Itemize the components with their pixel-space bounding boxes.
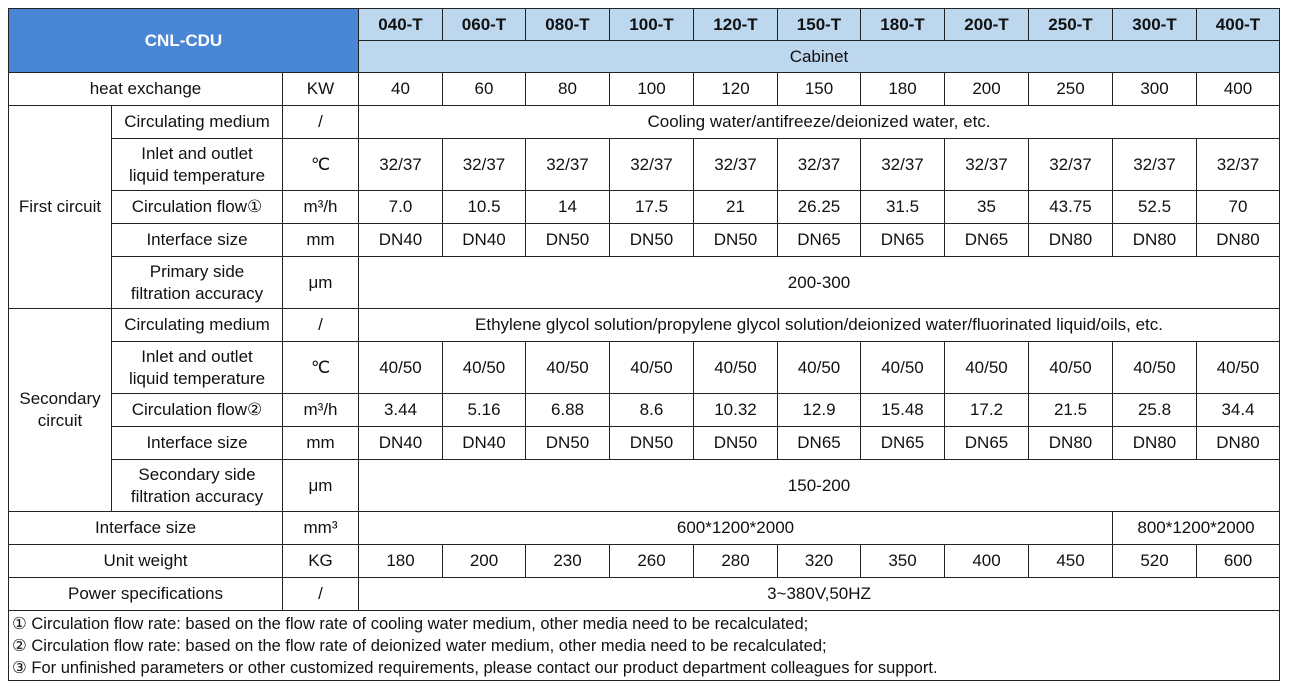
row-label — [112, 342, 283, 394]
value-cell: 32/37 — [526, 139, 610, 191]
unit-cell: / — [283, 578, 359, 611]
value-cell: 17.2 — [945, 394, 1029, 427]
unit-cell: KW — [283, 73, 359, 106]
value-cell: Cooling water/antifreeze/deionized water, etc. — [359, 106, 1280, 139]
row-label: heat exchange — [9, 73, 283, 106]
table-row — [9, 427, 1280, 460]
value-cell: 3~380V,50HZ — [359, 578, 1280, 611]
value-cell: 60 — [443, 73, 526, 106]
value-cell: 260 — [610, 545, 694, 578]
row-label-line: Inlet and outlet — [141, 346, 253, 366]
row-label: Unit weight — [9, 545, 283, 578]
table-row — [9, 460, 1280, 512]
note-line: ① Circulation flow rate: based on the flow rate of cooling water medium, other media need to be recalculated; — [12, 614, 809, 633]
table-row — [9, 73, 1280, 106]
value-cell: DN80 — [1197, 427, 1280, 460]
value-cell: 400 — [945, 545, 1029, 578]
table-row — [9, 578, 1280, 611]
row-label-line: filtration accuracy — [130, 283, 264, 303]
row-label: Circulating medium — [112, 309, 283, 342]
unit-cell: / — [283, 309, 359, 342]
value-cell: 200 — [945, 73, 1029, 106]
value-cell: 230 — [526, 545, 610, 578]
value-cell: 350 — [861, 545, 945, 578]
model-header: 040-T — [359, 9, 443, 41]
value-cell: 400 — [1197, 73, 1280, 106]
unit-cell: KG — [283, 545, 359, 578]
table-row — [9, 342, 1280, 394]
unit-cell: mm³ — [283, 512, 359, 545]
value-cell: 180 — [359, 545, 443, 578]
value-cell: 200 — [443, 545, 526, 578]
spec-table-container — [8, 8, 1280, 681]
value-cell: 40/50 — [610, 342, 694, 394]
value-cell: DN65 — [945, 224, 1029, 257]
value-cell: 32/37 — [1029, 139, 1113, 191]
value-cell: 32/37 — [1197, 139, 1280, 191]
value-cell: DN50 — [694, 224, 778, 257]
value-cell: 32/37 — [861, 139, 945, 191]
unit-cell: m³/h — [283, 191, 359, 224]
note-line: ③ For unfinished parameters or other customized requirements, please contact our product department colleagues for support. — [12, 658, 938, 677]
value-cell: DN65 — [778, 427, 861, 460]
row-label — [112, 257, 283, 309]
value-cell: DN50 — [526, 224, 610, 257]
table-row — [9, 309, 1280, 342]
value-cell: 120 — [694, 73, 778, 106]
value-cell: 800*1200*2000 — [1113, 512, 1280, 545]
table-row — [9, 224, 1280, 257]
table-row — [9, 512, 1280, 545]
row-label: Interface size — [112, 224, 283, 257]
model-header: 180-T — [861, 9, 945, 41]
value-cell: 35 — [945, 191, 1029, 224]
model-header: 300-T — [1113, 9, 1197, 41]
value-cell: 40/50 — [359, 342, 443, 394]
value-cell: 3.44 — [359, 394, 443, 427]
value-cell: DN50 — [694, 427, 778, 460]
unit-cell: ℃ — [283, 342, 359, 394]
header-row — [9, 9, 1280, 41]
unit-cell: / — [283, 106, 359, 139]
row-label-line: Inlet and outlet — [141, 143, 253, 163]
value-cell: 32/37 — [359, 139, 443, 191]
value-cell: 40/50 — [1113, 342, 1197, 394]
value-cell: 40/50 — [778, 342, 861, 394]
unit-cell: mm — [283, 224, 359, 257]
spec-table — [8, 8, 1280, 681]
value-cell: 14 — [526, 191, 610, 224]
value-cell: 520 — [1113, 545, 1197, 578]
row-label-line: Primary side — [149, 261, 245, 281]
row-label — [112, 460, 283, 512]
value-cell: 150-200 — [359, 460, 1280, 512]
value-cell: DN80 — [1113, 427, 1197, 460]
value-cell: 15.48 — [861, 394, 945, 427]
model-header: 150-T — [778, 9, 861, 41]
first-circuit-label: First circuit — [9, 106, 112, 309]
row-label: Circulating medium — [112, 106, 283, 139]
value-cell: 40/50 — [694, 342, 778, 394]
unit-cell: μm — [283, 257, 359, 309]
value-cell: DN80 — [1029, 427, 1113, 460]
value-cell: 600*1200*2000 — [359, 512, 1113, 545]
row-label-line: liquid temperature — [128, 368, 266, 388]
value-cell: 32/37 — [610, 139, 694, 191]
value-cell: 7.0 — [359, 191, 443, 224]
value-cell: DN65 — [861, 224, 945, 257]
value-cell: DN80 — [1197, 224, 1280, 257]
row-label: Circulation flow② — [112, 394, 283, 427]
value-cell: 40 — [359, 73, 443, 106]
value-cell: 32/37 — [443, 139, 526, 191]
table-row — [9, 257, 1280, 309]
value-cell: 40/50 — [526, 342, 610, 394]
model-header: 080-T — [526, 9, 610, 41]
value-cell: 180 — [861, 73, 945, 106]
value-cell: 10.5 — [443, 191, 526, 224]
value-cell: 40/50 — [1029, 342, 1113, 394]
section-label-line: Secondary — [19, 389, 101, 408]
value-cell: 32/37 — [1113, 139, 1197, 191]
value-cell: 31.5 — [861, 191, 945, 224]
value-cell: DN50 — [610, 427, 694, 460]
value-cell: 450 — [1029, 545, 1113, 578]
value-cell: 10.32 — [694, 394, 778, 427]
value-cell: 32/37 — [945, 139, 1029, 191]
model-header: 250-T — [1029, 9, 1113, 41]
value-cell: DN80 — [1113, 224, 1197, 257]
row-label-line: Secondary side — [138, 464, 256, 484]
note-line: ② Circulation flow rate: based on the flow rate of deionized water medium, other media need to be recalculated; — [12, 636, 827, 655]
table-row — [9, 139, 1280, 191]
value-cell: 21 — [694, 191, 778, 224]
table-row — [9, 106, 1280, 139]
table-row — [9, 545, 1280, 578]
value-cell: 80 — [526, 73, 610, 106]
value-cell: 150 — [778, 73, 861, 106]
value-cell: DN65 — [778, 224, 861, 257]
value-cell: 320 — [778, 545, 861, 578]
row-label-line: filtration accuracy — [130, 486, 264, 506]
row-label: Circulation flow① — [112, 191, 283, 224]
value-cell: DN40 — [443, 427, 526, 460]
model-header: 200-T — [945, 9, 1029, 41]
value-cell: 43.75 — [1029, 191, 1113, 224]
value-cell: DN40 — [443, 224, 526, 257]
value-cell: 200-300 — [359, 257, 1280, 309]
unit-cell: mm — [283, 427, 359, 460]
value-cell: 8.6 — [610, 394, 694, 427]
value-cell: 34.4 — [1197, 394, 1280, 427]
row-label: Power specifications — [9, 578, 283, 611]
unit-cell: μm — [283, 460, 359, 512]
row-label: Interface size — [112, 427, 283, 460]
table-row — [9, 191, 1280, 224]
value-cell: 26.25 — [778, 191, 861, 224]
notes-row — [9, 611, 1280, 681]
table-title: CNL-CDU — [9, 9, 359, 73]
value-cell: DN50 — [526, 427, 610, 460]
value-cell: 17.5 — [610, 191, 694, 224]
model-header: 400-T — [1197, 9, 1280, 41]
section-label-line: circuit — [37, 411, 83, 430]
value-cell: 52.5 — [1113, 191, 1197, 224]
value-cell: 600 — [1197, 545, 1280, 578]
value-cell: 6.88 — [526, 394, 610, 427]
value-cell: 5.16 — [443, 394, 526, 427]
value-cell: 25.8 — [1113, 394, 1197, 427]
value-cell: DN40 — [359, 427, 443, 460]
value-cell: DN65 — [945, 427, 1029, 460]
value-cell: DN40 — [359, 224, 443, 257]
cabinet-type-label: Cabinet — [359, 41, 1280, 73]
value-cell: 21.5 — [1029, 394, 1113, 427]
value-cell: 100 — [610, 73, 694, 106]
value-cell: 300 — [1113, 73, 1197, 106]
table-row — [9, 394, 1280, 427]
secondary-circuit-label — [9, 309, 112, 512]
model-header: 060-T — [443, 9, 526, 41]
value-cell: 280 — [694, 545, 778, 578]
value-cell: 40/50 — [443, 342, 526, 394]
value-cell: 40/50 — [861, 342, 945, 394]
value-cell: 250 — [1029, 73, 1113, 106]
unit-cell: m³/h — [283, 394, 359, 427]
value-cell: DN80 — [1029, 224, 1113, 257]
model-header: 100-T — [610, 9, 694, 41]
unit-cell: ℃ — [283, 139, 359, 191]
value-cell: 32/37 — [694, 139, 778, 191]
notes — [9, 611, 1280, 681]
value-cell: DN65 — [861, 427, 945, 460]
value-cell: Ethylene glycol solution/propylene glycol solution/deionized water/fluorinated liquid/oils, etc. — [359, 309, 1280, 342]
value-cell: 32/37 — [778, 139, 861, 191]
row-label: Interface size — [9, 512, 283, 545]
row-label-line: liquid temperature — [128, 165, 266, 185]
value-cell: 12.9 — [778, 394, 861, 427]
row-label — [112, 139, 283, 191]
model-header: 120-T — [694, 9, 778, 41]
value-cell: 70 — [1197, 191, 1280, 224]
value-cell: 40/50 — [945, 342, 1029, 394]
value-cell: DN50 — [610, 224, 694, 257]
value-cell: 40/50 — [1197, 342, 1280, 394]
